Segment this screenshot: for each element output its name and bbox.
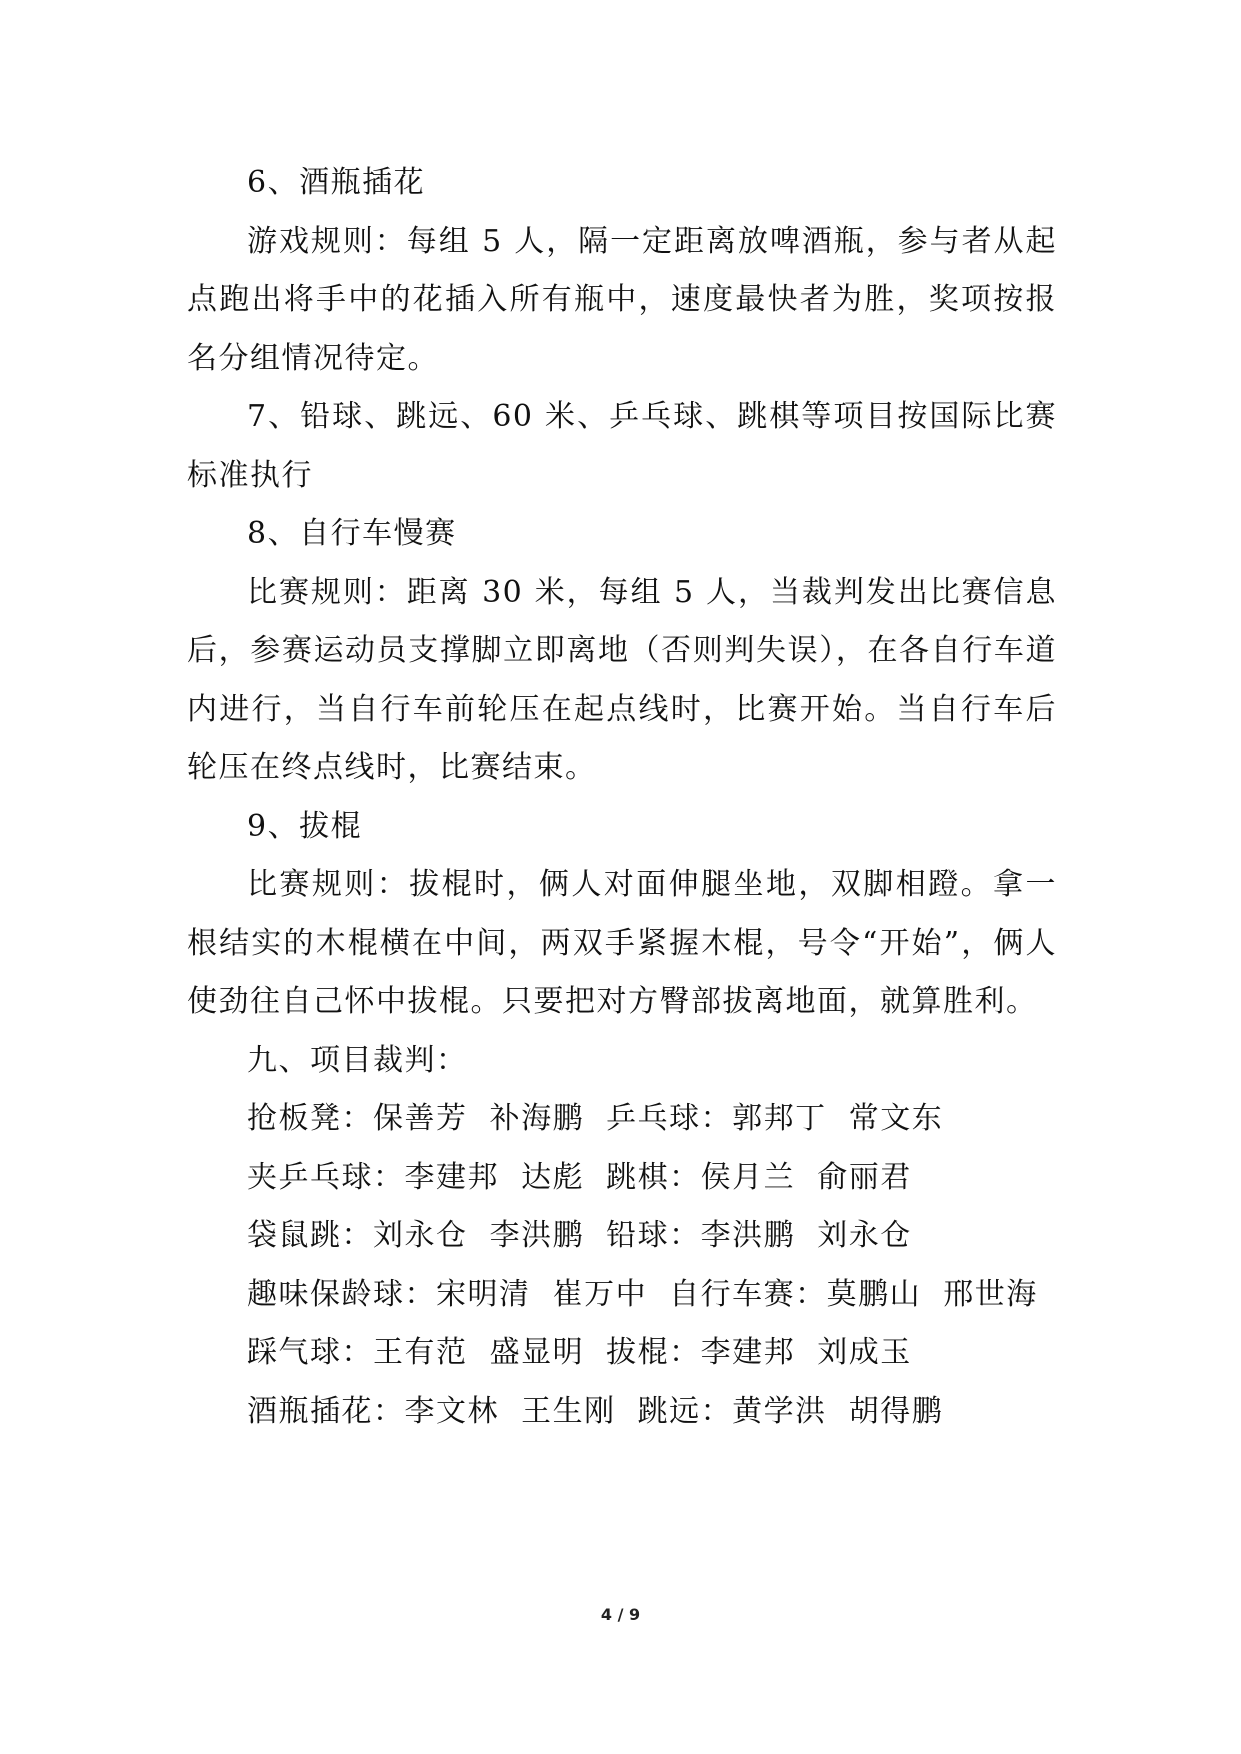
section-heading-referees: 九、项目裁判： <box>247 1042 468 1078</box>
section-heading-bottle-flowers: 6、酒瓶插花 <box>247 165 426 200</box>
page-number: 4 / 9 <box>600 1605 641 1624</box>
referee-line: 踩气球：王有范 盛显明 拔棍：李建邦 刘成玉 <box>247 1335 912 1370</box>
section-heading-stick-pull: 9、拔棍 <box>247 808 363 844</box>
slow-bike-rules: 比赛规则：距离 30 米，每组 5 人，当裁判发出比赛信息后，参赛运动员支撑脚立即离地（否则判失误），在各自行车道内进行，当自行车前轮压在起点线时，比赛开始。当自行车后轮压在终点线时，比赛结束。 <box>187 574 1057 785</box>
document-body <box>187 154 1057 1441</box>
referee-line: 夹乒乓球：李建邦 达彪 跳棋：侯月兰 俞丽君 <box>247 1159 912 1195</box>
stick-pull-rules: 比赛规则：拔棍时，俩人对面伸腿坐地，双脚相蹬。拿一根结实的木棍横在中间，两双手紧握木棍，号令“开始”，俩人使劲往自己怀中拔棍。只要把对方臀部拔离地面，就算胜利。 <box>187 867 1057 1019</box>
referee-line: 袋鼠跳：刘永仓 李洪鹏 铅球：李洪鹏 刘永仓 <box>247 1218 912 1253</box>
referee-line: 抢板凳：保善芳 补海鹏 乒乓球：郭邦丁 常文东 <box>247 1101 944 1136</box>
referee-line: 趣味保龄球：宋明清 崔万中 自行车赛：莫鹏山 邢世海 <box>247 1276 1038 1312</box>
standard-events-note: 7、铅球、跳远、60 米、乒乓球、跳棋等项目按国际比赛标准执行 <box>187 399 1057 493</box>
section-heading-slow-bike: 8、自行车慢赛 <box>247 516 457 551</box>
bottle-flowers-rules: 游戏规则：每组 5 人，隔一定距离放啤酒瓶，参与者从起点跑出将手中的花插入所有瓶中，速度最快者为胜，奖项按报名分组情况待定。 <box>187 223 1057 376</box>
referee-line: 酒瓶插花：李文林 王生刚 跳远：黄学洪 胡得鹏 <box>247 1393 944 1429</box>
